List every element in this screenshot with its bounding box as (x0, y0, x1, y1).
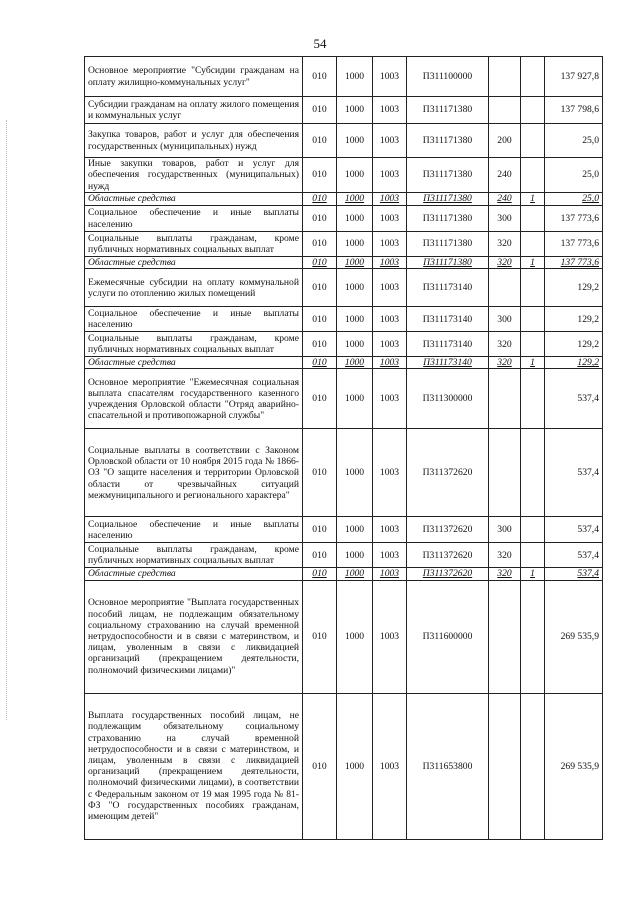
target-article-cell: П311171380 (407, 97, 489, 124)
expense-type-cell (489, 57, 521, 97)
regional-funds-row (85, 357, 603, 369)
ministry-code-cell: 010 (303, 693, 337, 839)
funding-source-cell (521, 158, 545, 193)
amount-cell: 537,4 (545, 369, 603, 429)
expense-type-cell: 320 (489, 257, 521, 269)
amount-cell: 137 773,6 (545, 232, 603, 257)
table-row (85, 57, 603, 97)
funding-source-cell (521, 543, 545, 568)
item-name-cell: Основное мероприятие "Выплата государственных пособий лицам, не подлежащим обязательному социальному страхованию на случай временной нетрудоспособности и в связи с материнством, и лицам, уволенным в связи с ликвидацией организаций (прекращением деятельности, полномочий физическими лицами)" (85, 580, 303, 693)
budget-table-body (85, 57, 603, 840)
section-code-cell: 1000 (337, 158, 373, 193)
amount-cell: 537,4 (545, 568, 603, 580)
table-row (85, 517, 603, 543)
expense-type-cell: 240 (489, 193, 521, 206)
amount-cell: 129,2 (545, 357, 603, 369)
ministry-code-cell: 010 (303, 357, 337, 369)
subsection-code-cell: 1003 (373, 369, 407, 429)
item-name-cell: Социальные выплаты гражданам, кроме публичных нормативных социальных выплат (85, 543, 303, 568)
section-code-cell: 1000 (337, 307, 373, 332)
amount-cell: 25,0 (545, 193, 603, 206)
amount-cell: 537,4 (545, 517, 603, 543)
amount-cell: 25,0 (545, 158, 603, 193)
section-code-cell: 1000 (337, 369, 373, 429)
expense-type-cell: 320 (489, 332, 521, 357)
ministry-code-cell: 010 (303, 57, 337, 97)
ministry-code-cell: 010 (303, 429, 337, 517)
ministry-code-cell: 010 (303, 97, 337, 124)
amount-cell: 137 798,6 (545, 97, 603, 124)
subsection-code-cell: 1003 (373, 543, 407, 568)
funding-source-cell (521, 332, 545, 357)
subsection-code-cell: 1003 (373, 568, 407, 580)
target-article-cell: П311100000 (407, 57, 489, 97)
funding-source-cell: 1 (521, 193, 545, 206)
funding-source-cell (521, 307, 545, 332)
target-article-cell: П311171380 (407, 232, 489, 257)
funding-source-cell (521, 580, 545, 693)
item-name-cell: Основное мероприятие "Субсидии гражданам на оплату жилищно-коммунальных услуг" (85, 57, 303, 97)
subsection-code-cell: 1003 (373, 257, 407, 269)
item-name-cell: Областные средства (85, 193, 303, 206)
regional-funds-row (85, 257, 603, 269)
table-row (85, 429, 603, 517)
section-code-cell: 1000 (337, 206, 373, 232)
expense-type-cell: 300 (489, 206, 521, 232)
amount-cell: 129,2 (545, 269, 603, 307)
item-name-cell: Субсидии гражданам на оплату жилого помещения и коммунальных услуг (85, 97, 303, 124)
table-row (85, 543, 603, 568)
funding-source-cell (521, 232, 545, 257)
funding-source-cell (521, 517, 545, 543)
table-row (85, 158, 603, 193)
target-article-cell: П311171380 (407, 158, 489, 193)
subsection-code-cell: 1003 (373, 332, 407, 357)
expense-type-cell: 240 (489, 158, 521, 193)
target-article-cell: П311173140 (407, 332, 489, 357)
funding-source-cell (521, 57, 545, 97)
ministry-code-cell: 010 (303, 232, 337, 257)
funding-source-cell: 1 (521, 257, 545, 269)
ministry-code-cell: 010 (303, 543, 337, 568)
amount-cell: 537,4 (545, 543, 603, 568)
target-article-cell: П311653800 (407, 693, 489, 839)
section-code-cell: 1000 (337, 57, 373, 97)
expense-type-cell: 300 (489, 307, 521, 332)
subsection-code-cell: 1003 (373, 517, 407, 543)
expense-type-cell (489, 269, 521, 307)
target-article-cell: П311171380 (407, 193, 489, 206)
table-row (85, 232, 603, 257)
section-code-cell: 1000 (337, 357, 373, 369)
subsection-code-cell: 1003 (373, 269, 407, 307)
funding-source-cell (521, 124, 545, 158)
section-code-cell: 1000 (337, 568, 373, 580)
expense-type-cell (489, 693, 521, 839)
target-article-cell: П311300000 (407, 369, 489, 429)
subsection-code-cell: 1003 (373, 580, 407, 693)
target-article-cell: П311173140 (407, 269, 489, 307)
table-row (85, 206, 603, 232)
target-article-cell: П311372620 (407, 543, 489, 568)
table-row (85, 332, 603, 357)
funding-source-cell: 1 (521, 357, 545, 369)
target-article-cell: П311372620 (407, 568, 489, 580)
item-name-cell: Закупка товаров, работ и услуг для обеспечения государственных (муниципальных) нужд (85, 124, 303, 158)
item-name-cell: Социальное обеспечение и иные выплаты населению (85, 206, 303, 232)
subsection-code-cell: 1003 (373, 124, 407, 158)
subsection-code-cell: 1003 (373, 357, 407, 369)
ministry-code-cell: 010 (303, 206, 337, 232)
ministry-code-cell: 010 (303, 257, 337, 269)
regional-funds-row (85, 568, 603, 580)
ministry-code-cell: 010 (303, 158, 337, 193)
item-name-cell: Областные средства (85, 568, 303, 580)
amount-cell: 137 927,8 (545, 57, 603, 97)
subsection-code-cell: 1003 (373, 693, 407, 839)
item-name-cell: Социальное обеспечение и иные выплаты населению (85, 307, 303, 332)
item-name-cell: Социальное обеспечение и иные выплаты населению (85, 517, 303, 543)
section-code-cell: 1000 (337, 693, 373, 839)
amount-cell: 537,4 (545, 429, 603, 517)
funding-source-cell (521, 693, 545, 839)
amount-cell: 129,2 (545, 307, 603, 332)
item-name-cell: Выплата государственных пособий лицам, не подлежащим обязательному социальному страхованию на случай временной нетрудоспособности и в связи с материнством, и лицам, уволенным в связи с ликвидацией организаций (прекращением деятельности, полномочий физическими лицами), в соответствии с Федеральным законом от 19 мая 1995 года № 81-ФЗ "О государственных пособиях гражданам, имеющим детей" (85, 693, 303, 839)
subsection-code-cell: 1003 (373, 232, 407, 257)
ministry-code-cell: 010 (303, 517, 337, 543)
expense-type-cell: 320 (489, 568, 521, 580)
table-row (85, 693, 603, 839)
section-code-cell: 1000 (337, 232, 373, 257)
section-code-cell: 1000 (337, 580, 373, 693)
expense-type-cell (489, 580, 521, 693)
funding-source-cell (521, 97, 545, 124)
item-name-cell: Областные средства (85, 357, 303, 369)
funding-source-cell: 1 (521, 568, 545, 580)
amount-cell: 137 773,6 (545, 257, 603, 269)
funding-source-cell (521, 269, 545, 307)
ministry-code-cell: 010 (303, 332, 337, 357)
expense-type-cell: 320 (489, 232, 521, 257)
table-row (85, 307, 603, 332)
ministry-code-cell: 010 (303, 307, 337, 332)
subsection-code-cell: 1003 (373, 97, 407, 124)
expense-type-cell (489, 369, 521, 429)
amount-cell: 129,2 (545, 332, 603, 357)
item-name-cell: Ежемесячные субсидии на оплату коммунальной услуги по отоплению жилых помещений (85, 269, 303, 307)
item-name-cell: Иные закупки товаров, работ и услуг для обеспечения государственных (муниципальных) нужд (85, 158, 303, 193)
ministry-code-cell: 010 (303, 124, 337, 158)
target-article-cell: П311171380 (407, 257, 489, 269)
subsection-code-cell: 1003 (373, 158, 407, 193)
table-row (85, 124, 603, 158)
expense-type-cell: 320 (489, 543, 521, 568)
section-code-cell: 1000 (337, 257, 373, 269)
amount-cell: 269 535,9 (545, 693, 603, 839)
amount-cell: 269 535,9 (545, 580, 603, 693)
table-row (85, 97, 603, 124)
target-article-cell: П311372620 (407, 429, 489, 517)
target-article-cell: П311171380 (407, 124, 489, 158)
ministry-code-cell: 010 (303, 193, 337, 206)
regional-funds-row (85, 193, 603, 206)
ministry-code-cell: 010 (303, 369, 337, 429)
subsection-code-cell: 1003 (373, 307, 407, 332)
amount-cell: 137 773,6 (545, 206, 603, 232)
scan-margin-line (6, 120, 8, 720)
funding-source-cell (521, 429, 545, 517)
section-code-cell: 1000 (337, 332, 373, 357)
subsection-code-cell: 1003 (373, 193, 407, 206)
expense-type-cell (489, 429, 521, 517)
ministry-code-cell: 010 (303, 580, 337, 693)
budget-table (84, 56, 603, 840)
section-code-cell: 1000 (337, 517, 373, 543)
expense-type-cell: 300 (489, 517, 521, 543)
funding-source-cell (521, 206, 545, 232)
item-name-cell: Социальные выплаты гражданам, кроме публичных нормативных социальных выплат (85, 232, 303, 257)
expense-type-cell (489, 97, 521, 124)
table-row (85, 580, 603, 693)
section-code-cell: 1000 (337, 543, 373, 568)
table-row (85, 269, 603, 307)
target-article-cell: П311600000 (407, 580, 489, 693)
page-number: 54 (313, 36, 327, 51)
amount-cell: 25,0 (545, 124, 603, 158)
item-name-cell: Социальные выплаты гражданам, кроме публичных нормативных социальных выплат (85, 332, 303, 357)
subsection-code-cell: 1003 (373, 206, 407, 232)
item-name-cell: Социальные выплаты в соответствии с Законом Орловской области от 10 ноября 2015 года № 1866-ОЗ "О защите населения и территории Орловской области от чрезвычайных ситуаций межмуниципального и регионального характера" (85, 429, 303, 517)
target-article-cell: П311173140 (407, 307, 489, 332)
target-article-cell: П311173140 (407, 357, 489, 369)
expense-type-cell: 320 (489, 357, 521, 369)
ministry-code-cell: 010 (303, 269, 337, 307)
table-row (85, 369, 603, 429)
section-code-cell: 1000 (337, 97, 373, 124)
subsection-code-cell: 1003 (373, 57, 407, 97)
subsection-code-cell: 1003 (373, 429, 407, 517)
section-code-cell: 1000 (337, 269, 373, 307)
ministry-code-cell: 010 (303, 568, 337, 580)
section-code-cell: 1000 (337, 429, 373, 517)
funding-source-cell (521, 369, 545, 429)
expense-type-cell: 200 (489, 124, 521, 158)
section-code-cell: 1000 (337, 124, 373, 158)
target-article-cell: П311372620 (407, 517, 489, 543)
item-name-cell: Областные средства (85, 257, 303, 269)
item-name-cell: Основное мероприятие "Ежемесячная социальная выплата спасателям государственного казенного учреждения Орловской области "Отряд аварийно-спасательной и противопожарной службы" (85, 369, 303, 429)
section-code-cell: 1000 (337, 193, 373, 206)
target-article-cell: П311171380 (407, 206, 489, 232)
